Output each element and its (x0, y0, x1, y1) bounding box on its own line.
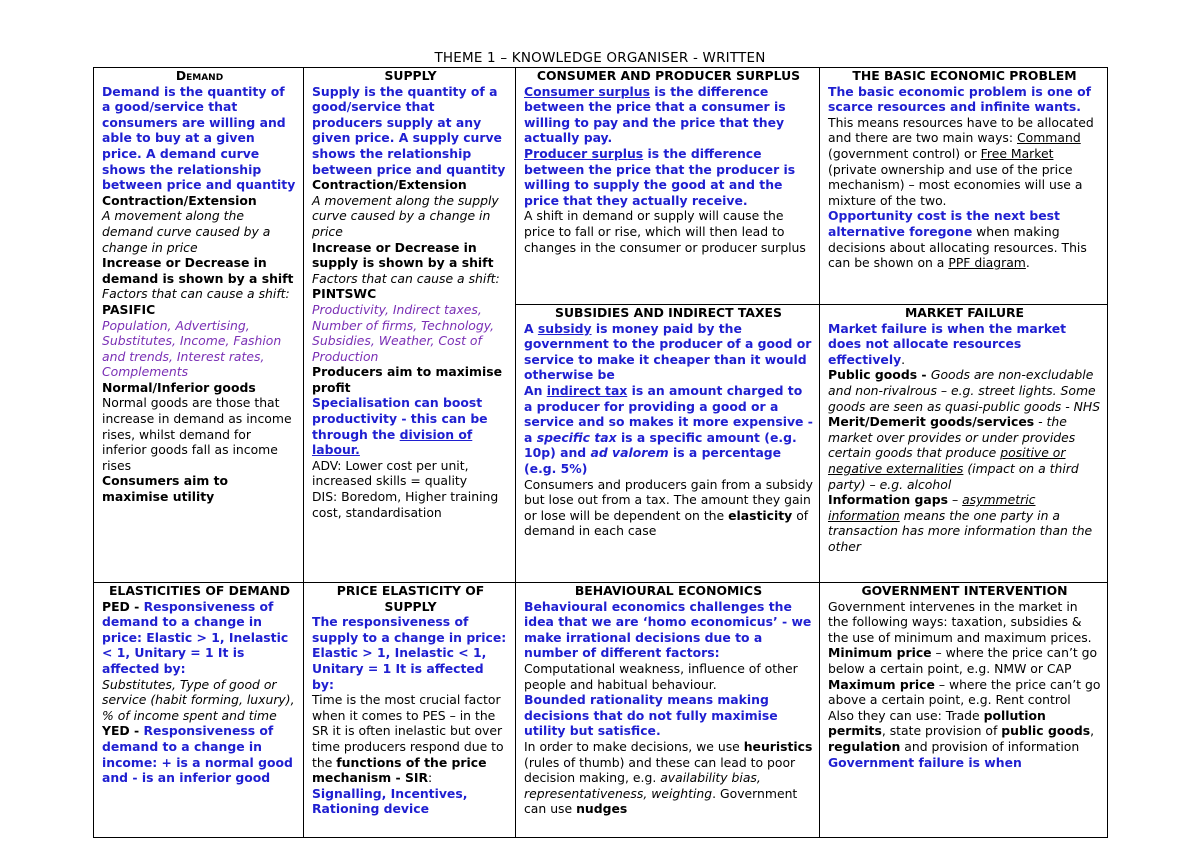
supply-cell (304, 68, 516, 583)
consumer-surplus-def: Consumer surplus is the difference between the price that a consumer is willing to pay and the price that they actually pay. (524, 83, 786, 146)
document-title: THEME 1 – KNOWLEDGE ORGANISER - WRITTEN (434, 50, 766, 66)
supply-acronym: PINTSWC (312, 286, 377, 302)
market-failure-heading: MARKET FAILURE (904, 305, 1025, 320)
subsidies-section (524, 305, 813, 539)
supply-heading: SUPPLY (384, 68, 437, 83)
supply-acronym-list: Productivity, Indirect taxes, Number of firms, Technology, Subsidies, Weather, Cost of Production (312, 301, 495, 364)
specialisation-dis: DIS: Boredom, Higher training cost, standardisation (312, 489, 499, 520)
public-goods-text: Public goods - Goods are non-excludable and non-rivalrous – e.g. street lights. Some goods are seen as quasi-public goods - NHS (828, 367, 1101, 414)
pes-cell (304, 583, 516, 838)
indirect-tax-def: An indirect tax is an amount charged to a producer for providing a good or a service and so makes it more expensive - a specific tax is a specific amount (e.g. 10p) and ad valorem is a percentage (e.g. 5%) (524, 382, 813, 476)
supply-definition: Supply is the quantity of a good/service that producers supply at any given price. A supply curve shows the relationship between price and quantity (312, 83, 506, 177)
heuristics-text: In order to make decisions, we use heuristics (rules of thumb) and these can lead to poor decision making, e.g. availability bias, representativeness, weighting. Government can use nudges (524, 738, 813, 817)
demand-contraction-text: A movement along the demand curve caused by a change in price (102, 208, 271, 255)
demand-acronym-list: Population, Advertising, Substitutes, Income, Fashion and trends, Interest rates, Complements (102, 317, 282, 380)
market-failure-section (828, 305, 1101, 555)
pes-time-text: Time is the most crucial factor when it comes to PES – in the SR it is often inelastic but over time producers respond due to the functions of the price mechanism - SIR: (312, 692, 504, 786)
basic-problem-section (820, 68, 1107, 305)
subsidy-def: A subsidy is money paid by the government to the producer of a good or service to make it cheaper than it would otherwise be (524, 320, 812, 383)
information-gaps-text: Information gaps – asymmetric information means the one party in a transaction has more information than the other (828, 492, 1093, 554)
demand-acronym: PASIFIC (102, 301, 156, 317)
surplus-section (516, 68, 819, 305)
supply-contraction-text: A movement along the supply curve caused by a change in price (312, 192, 499, 239)
basic-problem-def: The basic economic problem is one of scarce resources and infinite wants. (828, 83, 1092, 115)
normal-inferior-text: Normal goods are those that increase in demand as income rises, whilst demand for inferior goods fall as income rises (102, 395, 292, 473)
ped-def: PED - Responsiveness of demand to a change in price: Elastic > 1, Inelastic < 1, Unitary = 1 It is affected by: (102, 598, 289, 676)
pes-def: The responsiveness of supply to a change in price: Elastic > 1, Inelastic < 1, Unitary = 1 It is affected by: (312, 614, 507, 692)
subsidies-heading: SUBSIDIES AND INDIRECT TAXES (555, 305, 782, 320)
supply-shift-heading: Increase or Decrease in supply is shown by a shift (312, 239, 494, 271)
market-failure-def: Market failure is when the market does not allocate resources effectively. (828, 320, 1067, 367)
sir-list: Signalling, Incentives, Rationing device (312, 785, 468, 817)
supply-factors-text: Factors that can cause a shift: (312, 270, 500, 286)
behavioural-heading: BEHAVIOURAL ECONOMICS (574, 583, 763, 598)
consumers-aim: Consumers aim to maximise utility (102, 473, 229, 505)
specialisation-adv: ADV: Lower cost per unit, increased skills = quality (312, 457, 469, 489)
merit-goods-text: Merit/Demerit goods/services - the market over provides or under provides certain goods that produce positive or negative externalities (impact on a third party) – e.g. alcohol (828, 414, 1079, 492)
producers-aim: Producers aim to maximise profit (312, 364, 502, 395)
basic-market-failure-cell (820, 68, 1108, 583)
demand-factors-text: Factors that can cause a shift: (102, 286, 290, 302)
demand-shift-heading: Increase or Decrease in demand is shown by a shift (102, 255, 294, 286)
minimum-price-text: Minimum price – where the price can’t go below a certain point, e.g. NMW or CAP (828, 645, 1098, 676)
yed-def: YED - Responsiveness of demand to a change in income: + is a normal good and - is an inferior good (102, 723, 293, 786)
government-cell (820, 583, 1108, 838)
opportunity-cost-text: Opportunity cost is the next best alternative foregone when making decisions about allocating resources. This can be shown on a PPF diagram. (828, 208, 1087, 271)
subsidy-elasticity-text: Consumers and producers gain from a subsidy but lose out from a tax. The amount they gain or lose will be dependent on the elasticity of demand in each case (524, 476, 814, 539)
government-intro: Government intervenes in the market in the following ways: taxation, subsidies & the use of minimum and maximum prices. (828, 598, 1092, 645)
behavioural-cell (516, 583, 820, 838)
division-of-labour: division of labour. (312, 426, 473, 458)
demand-contraction-heading: Contraction/Extension (102, 192, 257, 208)
surplus-heading: CONSUMER AND PRODUCER SURPLUS (536, 68, 801, 83)
specialisation-text: Specialisation can boost productivity - this can be through the division of labour. (312, 395, 488, 458)
normal-inferior-heading: Normal/Inferior goods (102, 379, 256, 395)
supply-contraction-heading: Contraction/Extension (312, 177, 467, 193)
pes-heading: PRICE ELASTICITY OF SUPPLY (336, 583, 485, 614)
demand-heading: Demand (175, 68, 224, 83)
demand-cell (94, 68, 304, 583)
ped-heading: ELASTICITIES OF DEMAND (108, 583, 291, 598)
maximum-price-text: Maximum price – where the price can’t go above a certain point, e.g. Rent control (828, 676, 1101, 708)
bounded-rationality: Bounded rationality means making decisions that do not fully maximise utility but satisfice. (524, 692, 778, 739)
knowledge-organiser-table (93, 67, 1108, 838)
government-failure: Government failure is when (828, 754, 1022, 770)
ped-factors: Substitutes, Type of good or service (habit forming, luxury), % of income spent and time (102, 676, 295, 723)
basic-problem-heading: THE BASIC ECONOMIC PROBLEM (852, 68, 1077, 83)
other-tools-text: Also they can use: Trade pollution permits, state provision of public goods, regulation and provision of information (828, 707, 1095, 754)
behavioural-def: Behavioural economics challenges the idea that we are ‘homo economicus’ - we make irrational decisions due to a number of different factors: (524, 598, 812, 661)
surplus-shift-text: A shift in demand or supply will cause the price to fall or rise, which will then lead to changes in the consumer or producer surplus (524, 208, 806, 255)
behavioural-factors: Computational weakness, influence of other people and habitual behaviour. (524, 660, 798, 692)
allocation-text: This means resources have to be allocated and there are two main ways: Command (government control) or Free Market (private ownership and use of the price mechanism) – most economies will use a mixture of the two. (828, 114, 1094, 208)
demand-definition: Demand is the quantity of a good/service that consumers are willing and able to buy at a given price. A demand curve shows the relationship between price and quantity (102, 83, 296, 193)
surplus-subsidies-cell (516, 68, 820, 583)
elasticities-demand-cell (94, 583, 304, 838)
government-heading: GOVERNMENT INTERVENTION (861, 583, 1068, 598)
producer-surplus-def: Producer surplus is the difference between the price that the producer is willing to supply the good at and the price that they actually receive. (524, 145, 796, 208)
